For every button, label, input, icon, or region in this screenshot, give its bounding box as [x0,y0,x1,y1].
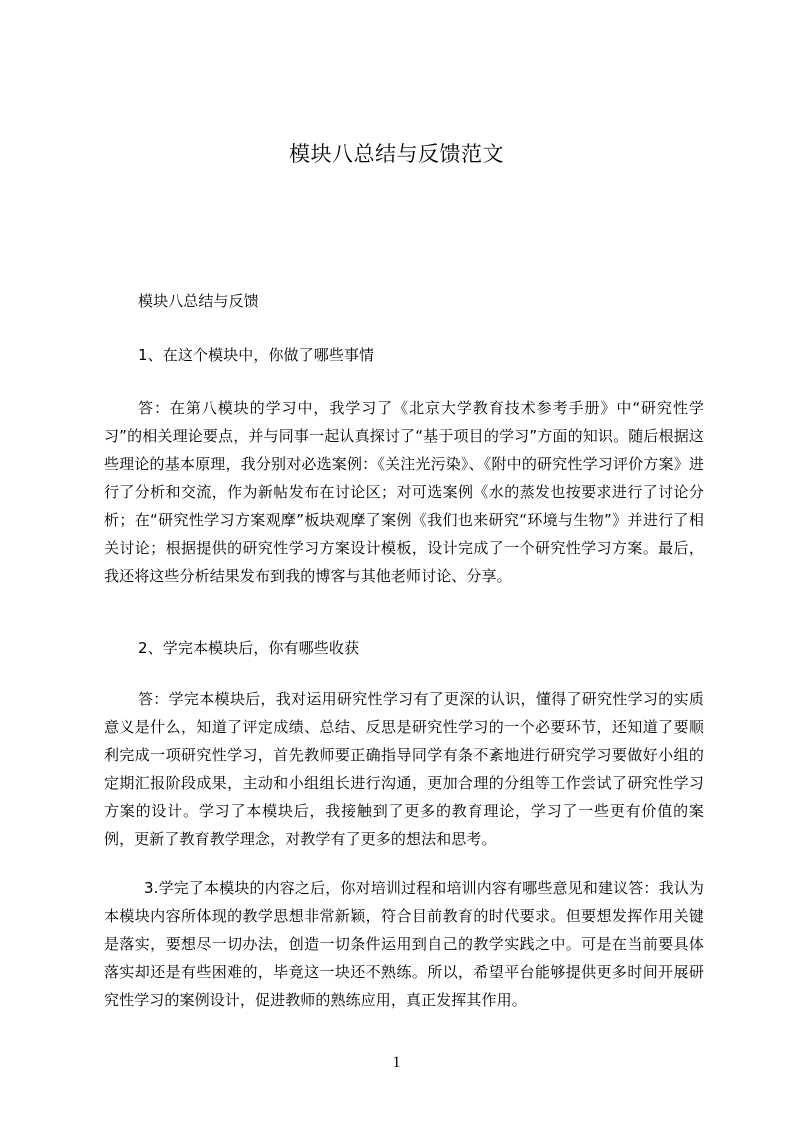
question-2: 2、学完本模块后，你有哪些收获 [138,639,360,657]
page-number: 1 [392,1054,401,1071]
question-answer-3-text: 3.学完了本模块的内容之后，你对培训过程和培训内容有哪些意见和建议答：我认为本模块内容所体现的教学思想非常新颖，符合目前教育的时代要求。但要想发挥作用关键是落实，要想尽一切办法，创造一切条件运用到自己的教学实践之中。可是在当前要具体落实却还是有些困难的，毕竟这一块还不熟练。所以，希望平台能够提供更多时间开展研究性学习的案例设计，促进教师的熟练应用，真正发挥其作用。 [104,879,704,1009]
answer-2 [104,685,704,853]
answer-2-text: 答：学完本模块后，我对运用研究性学习有了更深的认识，懂得了研究性学习的实质意义是什么，知道了评定成绩、总结、反思是研究性学习的一个必要环节，还知道了要顺利完成一项研究性学习，首先教师要正确指导同学有条不紊地进行研究学习要做好小组的定期汇报阶段成果，主动和小组组长进行沟通，更加合理的分组等工作尝试了研究性学习方案的设计。学习了本模块后，我接触到了更多的教育理论，学习了一些更有价值的案例，更新了教育教学理念，对教学有了更多的想法和思考。 [104,690,704,848]
question-1: 1、在这个模块中，你做了哪些事情 [138,346,375,364]
answer-1-text: 答：在第八模块的学习中，我学习了《北京大学教育技术参考手册》中“研究性学习”的相关理论要点，并与同事一起认真探讨了“基于项目的学习”方面的知识。随后根据这些理论的基本原理，我分别对必选案例：《关注光污染》、《附中的研究性学习评价方案》进行了分析和交流，作为新帖发布在讨论区；对可选案例《水的蒸发也按要求进行了讨论分析；在“研究性学习方案观摩”板块观摩了案例《我们也来研究“环境与生物”》并进行了相关讨论；根据提供的研究性学习方案设计模板，设计完成了一个研究性学习方案。最后，我还将这些分析结果发布到我的博客与其他老师讨论、分享。 [104,399,704,585]
answer-1 [104,394,704,590]
document-title: 模块八总结与反馈范文 [289,142,504,166]
question-answer-3 [104,874,704,1014]
section-subtitle: 模块八总结与反馈 [138,292,259,310]
